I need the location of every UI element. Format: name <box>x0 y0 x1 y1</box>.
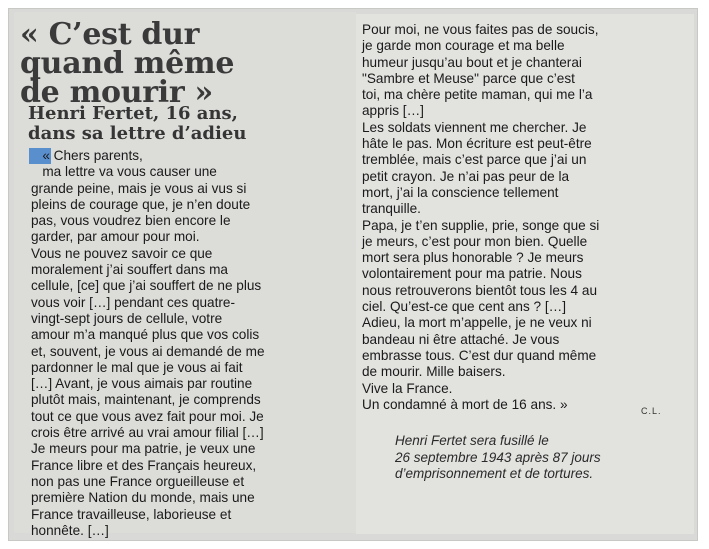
text-line: pas, vous voudrez bien encore le <box>31 213 231 229</box>
text-line: vingt-sept jours de cellule, votre <box>31 310 223 326</box>
text-line: je meurs, c’est pour mon bien. Quelle <box>362 233 588 249</box>
text-line: mort, j’ai la conscience tellement <box>362 184 559 200</box>
text-line: garder, par amour pour moi. <box>31 229 200 245</box>
text-line: appris […] <box>362 103 424 119</box>
text-line: première Nation du monde, mais une <box>31 490 255 506</box>
byline-line: Henri Fertet, 16 ans, <box>28 103 238 124</box>
text-line: petit crayon. Je n’ai pas peur de la <box>362 168 570 184</box>
headline-line: de mourir » <box>20 75 213 110</box>
text-line: amour m’a manqué plus que vos colis <box>31 327 260 343</box>
text-line: nous retrouverons bientôt tous les 4 au <box>362 282 598 298</box>
text-line: Les soldats viennent me chercher. Je <box>362 119 587 135</box>
text-line: Vive la France. <box>362 380 453 396</box>
text-line: cellule, [ce] que j’ai souffert de ne plus <box>31 278 262 294</box>
text-line: d’emprisonnement et de tortures. <box>395 466 594 481</box>
text-line: Henri Fertet sera fusillé le <box>395 433 549 448</box>
headline-line: « C’est dur <box>20 17 200 52</box>
letter-right-column-text <box>362 22 599 413</box>
text-line: tranquille. <box>362 201 421 217</box>
text-line: embrasse tous. C’est dur quand même <box>362 347 597 363</box>
text-line: honnête. […] <box>31 522 109 538</box>
text-line: toi, ma chère petite maman, qui me l’a <box>362 87 593 103</box>
text-line: ma lettre va vous causer une <box>31 164 217 180</box>
text-line: tout ce que vous avez fait pour moi. Je <box>31 408 264 424</box>
byline-line: dans sa lettre d’adieu <box>28 123 247 144</box>
text-line: Papa, je t’en supplie, prie, songe que si <box>362 217 600 233</box>
text-line: Un condamné à mort de 16 ans. » <box>362 396 568 412</box>
headline <box>20 17 350 110</box>
text-line: […] Avant, je vous aimais par routine <box>31 376 253 392</box>
text-line: 26 septembre 1943 après 87 jours <box>395 449 601 465</box>
byline <box>28 104 348 144</box>
text-line: "Sambre et Meuse" parce que c’est <box>362 70 575 86</box>
text-line: mort sera plus honorable ? Je meurs <box>362 250 584 266</box>
text-line: bandeau ni être attaché. Je vous <box>362 331 560 347</box>
text-line: Vous ne pouvez savoir ce que <box>31 245 213 261</box>
text-line: humeur jusqu’au bout et je chanterai <box>362 54 582 70</box>
caption <box>395 433 695 483</box>
letter-left-column-text <box>31 148 265 539</box>
text-line: je garde mon courage et ma belle <box>362 38 565 54</box>
text-line: tremblée, mais c’est parce que j’ai un <box>362 152 587 168</box>
text-line: non pas une France orgueilleuse et <box>31 473 245 489</box>
author-signature: C.L. <box>641 406 662 416</box>
headline-line: quand même <box>20 46 235 81</box>
text-line: ciel. Qu’est-ce que cent ans ? […] <box>362 299 567 315</box>
text-line: « Chers parents, <box>31 148 143 163</box>
text-line: moralement j’ai souffert dans ma <box>31 262 228 278</box>
text-line: hâte le pas. Mon écriture est peut-être <box>362 136 592 152</box>
text-line: vous voir […] pendant ces quatre- <box>31 294 236 310</box>
text-line: Je meurs pour ma patrie, je veux une <box>31 441 256 457</box>
text-line: grande peine, mais je vous ai vus si <box>31 180 247 196</box>
text-line: France libre et des Français heureux, <box>31 457 257 473</box>
text-line: et, souvent, je vous ai demandé de me <box>31 343 265 359</box>
text-line: France travailleuse, laborieuse et <box>31 506 232 522</box>
text-line: volontairement pour ma patrie. Nous <box>362 266 582 282</box>
text-line: de mourir. Mille baisers. <box>362 364 506 380</box>
text-line: crois être arrivé au vrai amour filial […] <box>31 425 264 441</box>
text-line: plutôt mais, maintenant, je comprends <box>31 392 261 408</box>
text-line: pleins de courage que, je n’en doute <box>31 196 251 212</box>
text-line: pardonner le mal que je vous ai fait <box>31 359 243 375</box>
text-line: Adieu, la mort m’appelle, je ne veux ni <box>362 315 592 331</box>
text-line: Pour moi, ne vous faites pas de soucis, <box>362 22 599 37</box>
